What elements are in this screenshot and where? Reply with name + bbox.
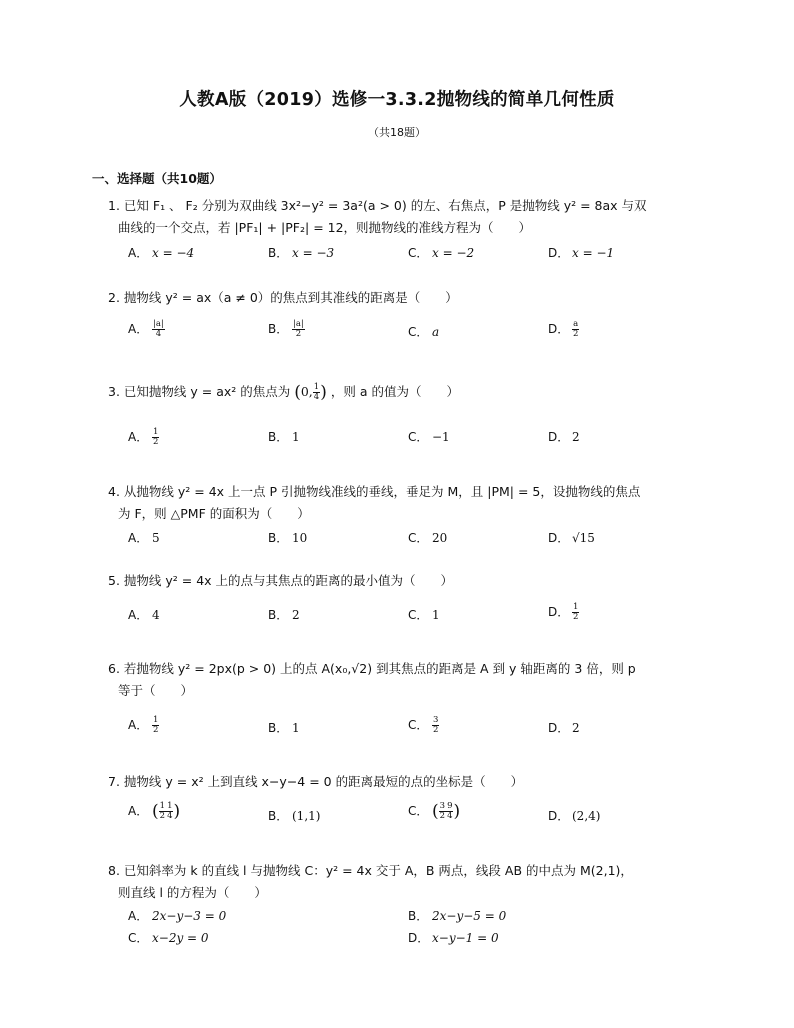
- q1-option-b[interactable]: [268, 245, 334, 261]
- question-5-line-1: 5. 抛物线 y² = 4x 上的点与其焦点的距离的最小值为（ ）: [108, 573, 454, 588]
- option-text: 4: [152, 608, 160, 622]
- option-text: x = −1: [572, 246, 615, 260]
- q2-option-a[interactable]: [128, 320, 165, 339]
- q5-option-a[interactable]: [128, 607, 160, 623]
- option-text: 10: [292, 531, 308, 545]
- fraction: $\frac{1}{2}$: [153, 715, 159, 735]
- option-label: A．: [128, 322, 149, 336]
- q1-option-d[interactable]: [548, 245, 614, 261]
- option-text: (2,4): [572, 809, 601, 823]
- option-label: D．: [548, 246, 570, 260]
- option-text: √15: [572, 531, 595, 545]
- option-text: 5: [152, 531, 160, 545]
- q3-option-d[interactable]: [548, 429, 580, 445]
- q5-option-b[interactable]: [268, 607, 300, 623]
- option-text: (1,1): [292, 809, 321, 823]
- q4-option-c[interactable]: [408, 530, 447, 546]
- question-1-line-2: 曲线的一个交点，若 |PF₁| + |PF₂| = 12，则抛物线的准线方程为（ ）: [118, 220, 532, 235]
- question-2-line-1: 2. 抛物线 y² = ax（a ≠ 0）的焦点到其准线的距离是（ ）: [108, 290, 458, 305]
- option-label: B．: [408, 909, 429, 923]
- option-label: B．: [268, 246, 289, 260]
- fraction: $\frac{a}{2}$: [573, 319, 579, 339]
- option-text: x−2y = 0: [152, 931, 209, 945]
- option-label: D．: [548, 531, 570, 545]
- question-4: [108, 481, 708, 525]
- option-text: a: [432, 325, 440, 339]
- q3-option-c[interactable]: [408, 429, 450, 445]
- fraction: $\frac{1}{2}$: [573, 602, 579, 622]
- q4-option-a[interactable]: [128, 530, 160, 546]
- question-4-line-1: 4. 从抛物线 y² = 4x 上一点 P 引抛物线准线的垂线，垂足为 M，且 |PM| = 5，设抛物线的焦点: [108, 484, 641, 499]
- option-label: C．: [408, 430, 429, 444]
- question-1: [108, 195, 708, 239]
- q6-option-b[interactable]: [268, 720, 300, 736]
- q7-option-c[interactable]: C． ( $\frac{3}{2}$ $\frac{9}{4}$ ): [408, 801, 461, 822]
- question-3-prefix: 3. 已知抛物线 y = ax² 的焦点为: [108, 384, 291, 399]
- q3-option-b[interactable]: [268, 429, 300, 445]
- section-heading: 一、选择题（共10题）: [92, 171, 222, 186]
- fraction: $\frac{|a|}{2}$: [293, 319, 304, 339]
- option-label: D．: [548, 721, 570, 735]
- option-label: C．: [408, 804, 429, 818]
- option-text: 2: [292, 608, 300, 622]
- option-label: B．: [268, 430, 289, 444]
- question-4-line-2: 为 F，则 △PMF 的面积为（ ）: [118, 506, 310, 521]
- option-label: C．: [408, 246, 429, 260]
- question-8-line-1: 8. 已知斜率为 k 的直线 l 与抛物线 C：y² = 4x 交于 A，B 两点，线段 AB 的中点为 M(2,1)，: [108, 863, 633, 878]
- option-text: 1: [292, 430, 300, 444]
- option-text: −1: [432, 430, 450, 444]
- page-title: 人教A版（2019）选修一3.3.2抛物线的简单几何性质: [179, 90, 615, 110]
- fraction: $\frac{1}{4}$: [167, 801, 173, 821]
- option-label: A．: [128, 246, 149, 260]
- q8-option-c[interactable]: [128, 930, 209, 946]
- fraction: $\frac{|a|}{4}$: [153, 319, 164, 339]
- option-text: x = −3: [292, 246, 335, 260]
- option-label: C．: [408, 325, 429, 339]
- q6-option-a[interactable]: [128, 716, 159, 735]
- option-label: B．: [268, 809, 289, 823]
- option-label: D．: [548, 322, 570, 336]
- option-text: 2: [572, 721, 580, 735]
- option-label: C．: [408, 608, 429, 622]
- q6-option-d[interactable]: [548, 720, 580, 736]
- option-label: C．: [128, 931, 149, 945]
- option-text: 20: [432, 531, 448, 545]
- paren-close: ): [320, 382, 327, 403]
- option-label: C．: [408, 531, 429, 545]
- option-label: A．: [128, 718, 149, 732]
- question-6-line-1: 6. 若抛物线 y² = 2px(p > 0) 上的点 A(x₀,√2) 到其焦点的距离是 A 到 y 轴距离的 3 倍，则 p: [108, 661, 636, 676]
- question-3: [108, 381, 708, 404]
- q4-option-d[interactable]: [548, 530, 595, 546]
- q2-option-c[interactable]: [408, 324, 439, 340]
- option-label: A．: [128, 430, 149, 444]
- fraction: $\frac{3}{2}$: [433, 715, 439, 735]
- fraction: $\frac{3}{2}$: [439, 801, 446, 821]
- question-8-line-2: 则直线 l 的方程为（ ）: [118, 885, 267, 900]
- option-label: B．: [268, 322, 289, 336]
- question-6: [108, 658, 708, 702]
- q1-option-c[interactable]: [408, 245, 474, 261]
- option-label: B．: [268, 608, 289, 622]
- fraction: $\frac{1}{2}$: [153, 427, 159, 447]
- question-7-line-1: 7. 抛物线 y = x² 上到直线 x−y−4 = 0 的距离最短的点的坐标是（ ）: [108, 774, 524, 789]
- option-label: B．: [268, 531, 289, 545]
- question-7: [108, 771, 708, 793]
- option-text: x = −2: [432, 246, 475, 260]
- question-3-suffix: ，则 a 的值为（ ）: [330, 384, 459, 399]
- question-2: [108, 287, 708, 309]
- q7-option-a[interactable]: A． ( $\frac{1}{2}$ $\frac{1}{4}$ ): [128, 801, 181, 822]
- fraction: $\frac{1}{2}$: [159, 801, 166, 821]
- question-1-line-1: 1. 已知 F₁ 、 F₂ 分别为双曲线 3x²−y² = 3a²(a > 0) 的左、右焦点，P 是抛物线 y² = 8ax 与双: [108, 198, 647, 213]
- option-text: 1: [292, 721, 300, 735]
- q8-option-a[interactable]: [128, 908, 226, 924]
- q8-option-b[interactable]: [408, 908, 506, 924]
- option-label: A．: [128, 909, 149, 923]
- fraction: $\frac{9}{4}$: [447, 801, 453, 821]
- q4-option-b[interactable]: [268, 530, 307, 546]
- option-text: 1: [432, 608, 440, 622]
- option-text: 2x−y−5 = 0: [432, 909, 507, 923]
- q2-option-d[interactable]: [548, 320, 579, 339]
- option-label: A．: [128, 531, 149, 545]
- q6-option-c[interactable]: [408, 716, 439, 735]
- option-label: A．: [128, 608, 149, 622]
- q5-option-d[interactable]: [548, 603, 579, 622]
- point-x: 0,: [300, 384, 313, 399]
- option-label: D．: [408, 931, 430, 945]
- option-text: x = −4: [152, 246, 195, 260]
- q2-option-b[interactable]: [268, 320, 305, 339]
- q7-option-d[interactable]: [548, 808, 600, 824]
- q8-option-d[interactable]: [408, 930, 499, 946]
- option-label: C．: [408, 718, 429, 732]
- q5-option-c[interactable]: [408, 607, 440, 623]
- fraction: $\frac{1}{4}$: [313, 382, 320, 402]
- option-label: A．: [128, 804, 149, 818]
- option-label: D．: [548, 430, 570, 444]
- question-8: [108, 860, 708, 904]
- question-count: （共18题）: [368, 126, 426, 139]
- option-label: D．: [548, 809, 570, 823]
- option-label: B．: [268, 721, 289, 735]
- option-text: x−y−1 = 0: [432, 931, 499, 945]
- question-6-line-2: 等于（ ）: [118, 683, 194, 698]
- option-label: D．: [548, 605, 570, 619]
- q3-option-a[interactable]: [128, 428, 159, 447]
- q7-option-b[interactable]: [268, 808, 320, 824]
- question-5: [108, 570, 708, 592]
- option-text: 2x−y−3 = 0: [152, 909, 227, 923]
- q1-option-a[interactable]: [128, 245, 194, 261]
- option-text: 2: [572, 430, 580, 444]
- paren-open: (: [294, 382, 301, 403]
